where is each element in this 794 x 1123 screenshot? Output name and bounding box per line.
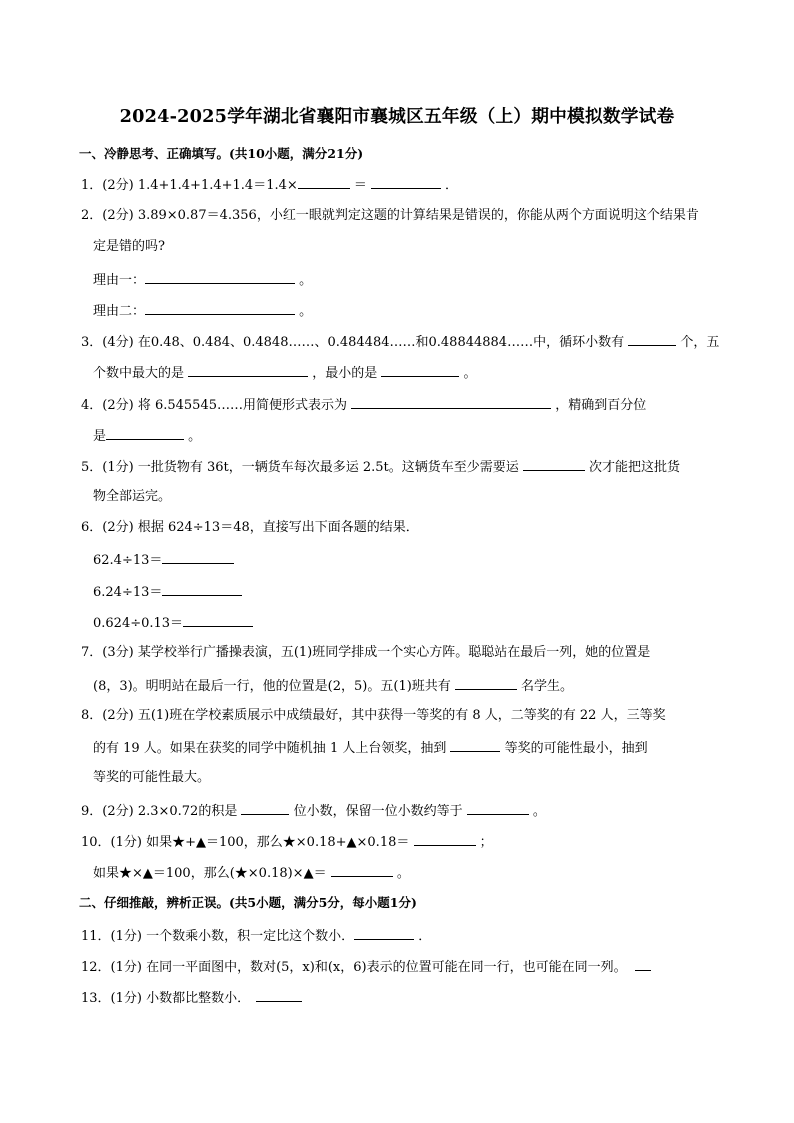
q4-text: 4．(2分) 将 6.545545……用简便形式表示为 (81, 398, 352, 413)
q10-text-2: ； (475, 835, 493, 850)
answer-blank[interactable] (635, 957, 651, 971)
q9-text-3: 。 (528, 804, 546, 819)
q12-text: 12．(1分) 在同一平面图中，数对(5，x)和(x，6)表示的位置可能在同一行，也可能在同一列。 (81, 960, 627, 975)
q6-item-1 (93, 550, 234, 570)
question-6: 6．(2分) 根据 624÷13＝48，直接写出下面各题的结果． (81, 520, 419, 535)
q7-text-3: 名学生。 (516, 679, 574, 694)
question-2: 2．(2分) 3.89×0.87＝4.356，小红一眼就判定这题的计算结果是错误的，你能从两个方面说明这个结果肯 (81, 208, 699, 223)
answer-blank[interactable] (414, 832, 476, 846)
answer-blank[interactable] (371, 175, 441, 189)
question-7-cont (93, 676, 573, 696)
answer-blank[interactable] (145, 301, 295, 315)
q6-item-1-text: 62.4÷13＝ (93, 553, 163, 568)
q6-item-3 (93, 613, 253, 633)
question-4 (81, 395, 646, 415)
question-3-cont (93, 363, 477, 383)
answer-blank[interactable] (256, 988, 302, 1002)
q9-text: 9．(2分) 2.3×0.72的积是 (81, 804, 242, 819)
answer-blank[interactable] (162, 582, 242, 596)
q3-text-5: 。 (459, 366, 477, 381)
section-2-heading: 二、仔细推敲，辨析正误。(共5小题，满分5分，每小题1分) (79, 895, 417, 910)
question-8: 8．(2分) 五(1)班在学校素质展示中成绩最好，其中获得一等奖的有 8 人，二等奖的有 22 人，三等奖 (81, 708, 666, 723)
question-3 (81, 332, 719, 352)
q3-text-4: ，最小的是 (308, 366, 382, 381)
q6-item-3-text: 0.624÷0.13＝ (93, 616, 184, 631)
q6-item-2-text: 6.24÷13＝ (93, 585, 163, 600)
answer-blank[interactable] (523, 457, 585, 471)
question-4-cont (93, 426, 201, 446)
answer-blank[interactable] (106, 426, 184, 440)
question-10-cont (93, 863, 410, 883)
q10-text-3: 如果★×▲＝100，那么(★×0.18)×▲＝ (93, 866, 331, 881)
question-12 (81, 957, 651, 977)
answer-blank[interactable] (628, 332, 676, 346)
question-1 (81, 175, 458, 195)
answer-blank[interactable] (450, 738, 500, 752)
q1-text-2: ＝ (349, 178, 367, 193)
reason-2 (93, 301, 312, 321)
question-7: 7．(3分) 某学校举行广播操表演，五(1)班同学排成一个实心方阵。聪聪站在最后一列，她的位置是 (81, 645, 651, 660)
q7-text-2: (8，3)。明明站在最后一行，他的位置是(2，5)。五(1)班共有 (93, 679, 455, 694)
question-8-cont-2: 等奖的可能性最大。 (93, 770, 211, 785)
reason-2-label: 理由二： (93, 304, 146, 319)
q3-text-3: 个数中最大的是 (93, 366, 189, 381)
q11-text: 11．(1分) 一个数乘小数，积一定比这个数小． (81, 929, 355, 944)
answer-blank[interactable] (351, 395, 551, 409)
q10-text: 10．(1分) 如果★+▲＝100，那么★×0.18+▲×0.18＝ (81, 835, 414, 850)
reason-1 (93, 270, 312, 290)
q13-text: 13．(1分) 小数都比整数小． (81, 991, 251, 1006)
question-8-cont (93, 738, 648, 758)
answer-blank[interactable] (241, 801, 289, 815)
q5-text-2: 次才能把这批货 (584, 460, 681, 475)
answer-blank[interactable] (354, 926, 414, 940)
answer-blank[interactable] (183, 613, 253, 627)
answer-blank[interactable] (298, 175, 350, 189)
exam-title: 2024-2025学年湖北省襄阳市襄城区五年级（上）期中模拟数学试卷 (119, 106, 675, 127)
question-11 (81, 926, 431, 946)
reason-1-end: 。 (295, 273, 313, 288)
answer-blank[interactable] (145, 270, 295, 284)
q4-text-2: ，精确到百分位 (551, 398, 647, 413)
q1-text: 1．(2分) 1.4+1.4+1.4+1.4＝1.4× (81, 178, 298, 193)
q10-text-4: 。 (392, 866, 410, 881)
answer-blank[interactable] (331, 863, 393, 877)
q1-text-3: ． (440, 178, 459, 193)
section-1-heading: 一、冷静思考、正确填写。(共10小题，满分21分) (79, 146, 364, 161)
q3-text: 3．(4分) 在0.48、0.484、0.4848……、0.484484……和0.48844884……中，循环小数有 (81, 335, 629, 350)
q8-text-2: 的有 19 人。如果在获奖的同学中随机抽 1 人上台领奖，抽到 (93, 741, 451, 756)
answer-blank[interactable] (455, 676, 517, 690)
q9-text-2: 位小数，保留一位小数约等于 (289, 804, 467, 819)
q5-text: 5．(1分) 一批货物有 36t，一辆货车每次最多运 2.5t。这辆货车至少需要运 (81, 460, 523, 475)
question-5-cont: 物全部运完。 (93, 489, 172, 504)
q6-item-2 (93, 582, 242, 602)
q8-text-3: 等奖的可能性最小，抽到 (500, 741, 648, 756)
question-13 (81, 988, 302, 1008)
question-5 (81, 457, 680, 477)
question-9 (81, 801, 546, 821)
q11-text-2: ． (414, 929, 432, 944)
answer-blank[interactable] (162, 550, 234, 564)
q4-text-4: 。 (184, 429, 202, 444)
q4-text-3: 是 (93, 429, 107, 444)
answer-blank[interactable] (188, 363, 308, 377)
question-10 (81, 832, 493, 852)
answer-blank[interactable] (467, 801, 529, 815)
reason-2-end: 。 (295, 304, 313, 319)
reason-1-label: 理由一： (93, 273, 146, 288)
q3-text-2: 个，五 (676, 335, 720, 350)
answer-blank[interactable] (381, 363, 459, 377)
question-2-cont: 定是错的吗? (93, 239, 165, 254)
